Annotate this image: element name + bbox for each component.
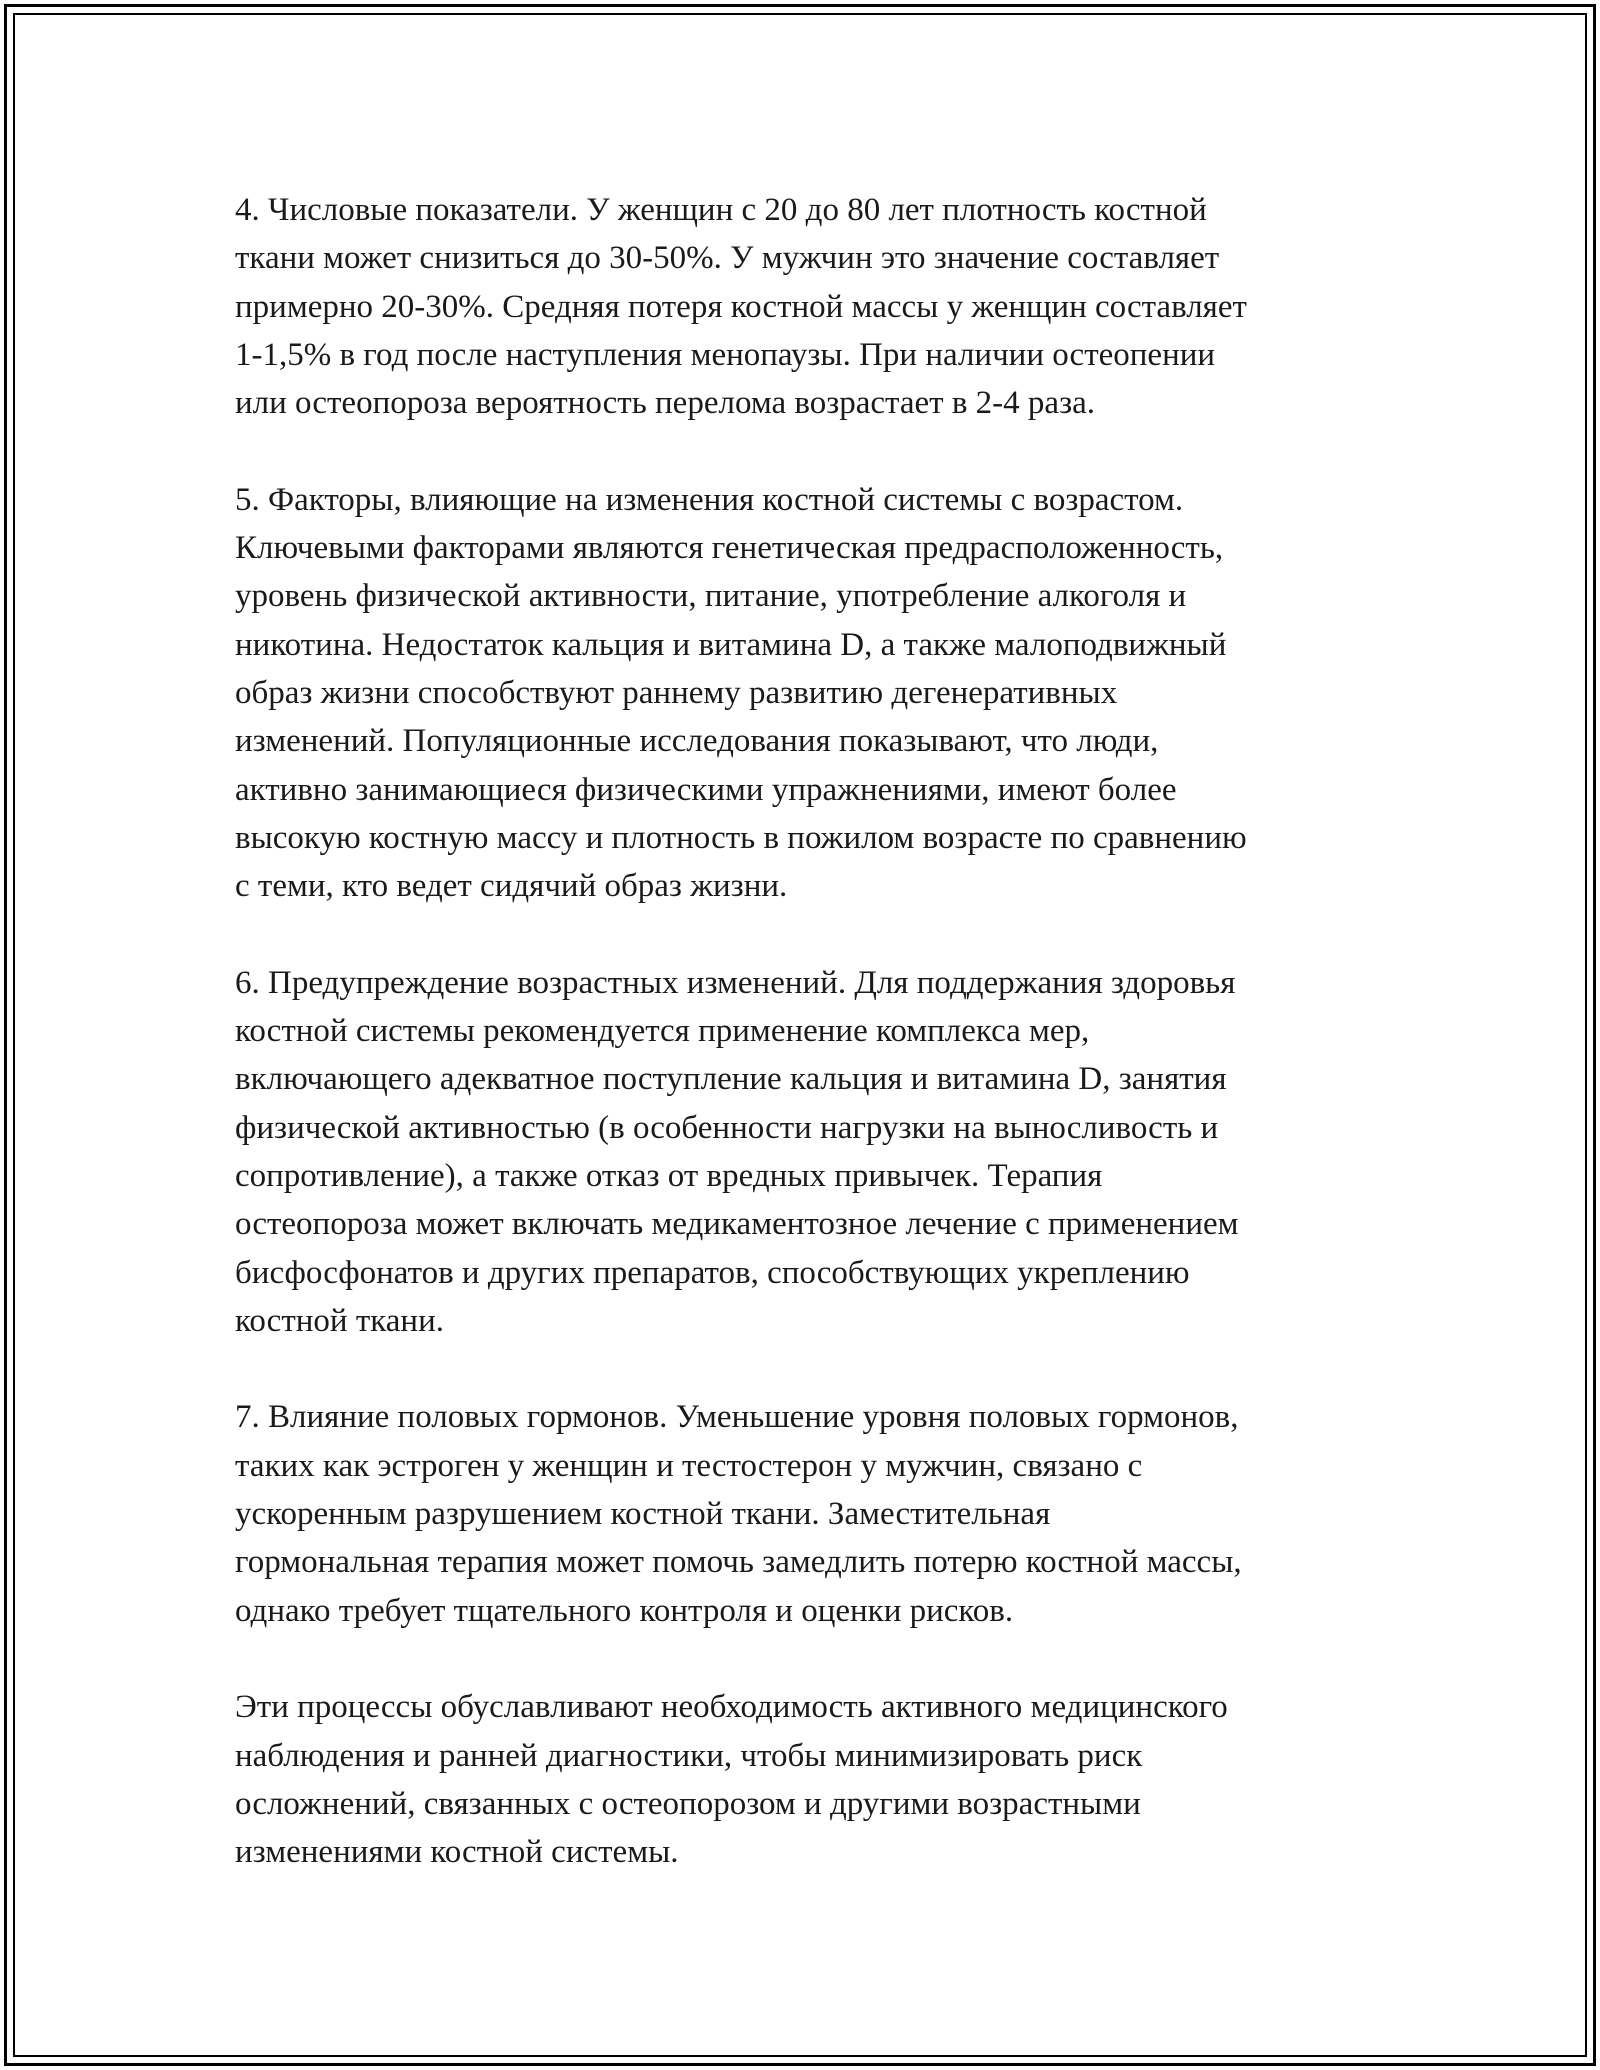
paragraph-numeric-indicators: 4. Числовые показатели. У женщин с 20 до 80 лет плотность костной ткани может снизиться до 30-50%. У мужчин это значение составляет примерно 20-30%. Средняя потеря костной массы у женщин составляет 1-1,5% в год после наступления менопаузы. При наличии остеопении или остеопороза вероятность перелома возрастает в 2-4 раза. xyxy=(235,192,1247,422)
paragraph-sex-hormones: 7. Влияние половых гормонов. Уменьшение уровня половых гормонов, таких как эстроген у женщин и тестостерон у мужчин, связано с ускоренным разрушением костной ткани. Заместительная гормональная терапия может помочь замедлить потерю костной массы, однако требует тщательного контроля и оценки рисков. xyxy=(235,1399,1242,1629)
paragraph-prevention: 6. Предупреждение возрастных изменений. Для поддержания здоровья костной системы рекомендуется применение комплекса мер, включающего адекватное поступление кальция и витамина D, занятия физической активностью (в особенности нагрузки на выносливость и сопротивление), а также отказ от вредных привычек. Терапия остеопороза может включать медикаментозное лечение с применением бисфосфонатов и других препаратов, способствующих укреплению костной ткани. xyxy=(235,964,1239,1339)
paragraph-influencing-factors: 5. Факторы, влияющие на изменения костной системы с возрастом. Ключевыми факторами являются генетическая предрасположенность, уровень физической активности, питание, употребление алкоголя и никотина. Недостаток кальция и витамина D, а также малоподвижный образ жизни способствуют раннему развитию дегенеративных изменений. Популяционные исследования показывают, что люди, активно занимающиеся физическими упражнениями, имеют более высокую костную массу и плотность в пожилом возрасте по сравнению с теми, кто ведет сидячий образ жизни. xyxy=(235,481,1247,905)
paragraph-conclusion: Эти процессы обуславливают необходимость активного медицинского наблюдения и ранней диагностики, чтобы минимизировать риск осложнений, связанных с остеопорозом и другими возрастными изменениями костной системы. xyxy=(235,1689,1228,1871)
document-body xyxy=(235,186,1375,1925)
